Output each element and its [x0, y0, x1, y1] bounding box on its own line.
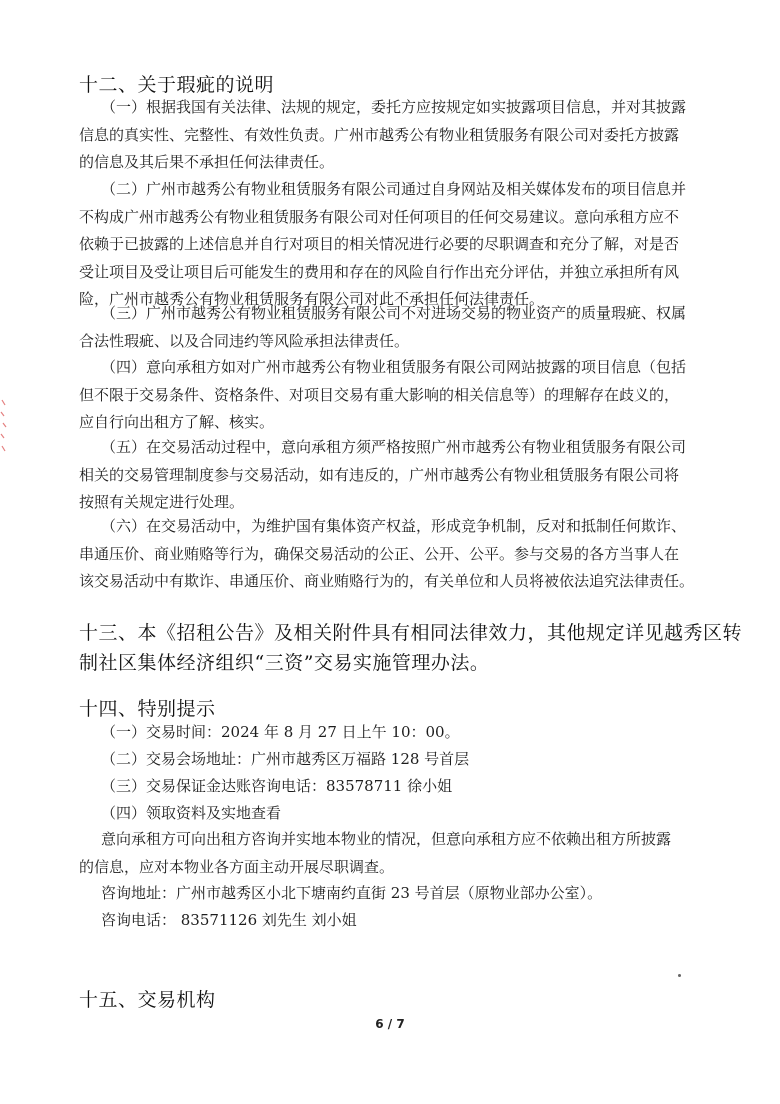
text-line: 相关的交易管理制度参与交易活动，如有违反的，广州市越秀公有物业租赁服务有限公司将	[79, 465, 680, 484]
text-line: （二）广州市越秀公有物业租赁服务有限公司通过自身网站及相关媒体发布的项目信息并	[101, 180, 687, 198]
section-13-line-1: 十三、本《招租公告》及相关附件具有相同法律效力，其他规定详见越秀区转	[79, 622, 743, 644]
page-number: 6 / 7	[375, 1017, 405, 1031]
text-line: （四）意向承租方如对广州市越秀公有物业租赁服务有限公司网站披露的项目信息（包括	[101, 358, 687, 376]
notice-item-1: （一）交易时间：2024 年 8 月 27 日上午 10：00。	[101, 723, 460, 741]
text-line: 受让项目及受让项目后可能发生的费用和存在的风险自行作出充分评估，并独立承担所有风	[79, 262, 680, 281]
text-line: 但不限于交易条件、资格条件、对项目交易有重大影响的相关信息等）的理解存在歧义的，	[79, 385, 680, 404]
section-12-para-5	[79, 434, 709, 517]
notice-item-4: （四）领取资料及实地查看	[101, 804, 282, 822]
section-12-para-3	[79, 300, 709, 355]
text-line: 不构成广州市越秀公有物业租赁服务有限公司对任何项目的任何交易建议。意向承租方应不	[79, 207, 680, 226]
section-12-para-2	[79, 176, 709, 314]
scan-speck	[678, 974, 681, 977]
text-line: 合法性瑕疵、以及合同违约等风险承担法律责任。	[79, 331, 410, 350]
notice-item-3: （三）交易保证金达账咨询电话：83578711 徐小姐	[101, 777, 453, 795]
section-14-heading: 十四、特别提示	[79, 698, 216, 720]
text-line: 意向承租方可向出租方咨询并实地本物业的情况，但意向承租方应不依赖出租方所披露	[101, 830, 672, 848]
text-line: 的信息及其后果不承担任何法律责任。	[79, 153, 335, 171]
text-line: （六）在交易活动中，为维护国有集体资产权益，形成竞争机制，反对和抵制任何欺诈、	[101, 517, 687, 535]
inquiry-phone: 咨询电话： 83571126 刘先生 刘小姐	[101, 911, 357, 929]
section-12-heading: 十二、关于瑕疵的说明	[79, 74, 275, 96]
text-line: 应自行向出租方了解、核实。	[79, 413, 275, 431]
inquiry-address: 咨询地址：广州市越秀区小北下塘南约直街 23 号首层（原物业部办公室）。	[101, 884, 603, 902]
text-line: （一）根据我国有关法律、法规的规定，委托方应按规定如实披露项目信息，并对其披露	[101, 98, 687, 116]
text-line: 险，广州市越秀公有物业租赁服务有限公司对此不承担任何法律责任。	[79, 290, 545, 308]
section-12-para-1	[79, 94, 709, 177]
text-line: 该交易活动中有欺诈、串通压价、商业贿赂行为的，有关单位和人员将被依法追究法律责任。	[79, 572, 695, 590]
section-14-para	[79, 826, 709, 881]
notice-item-2: （二）交易会场地址：广州市越秀区万福路 128 号首层	[101, 750, 470, 768]
section-12-para-6	[79, 513, 709, 596]
seal-edge-mark	[0, 396, 8, 456]
text-line: 依赖于已披露的上述信息并自行对项目的相关情况进行必要的尽职调查和充分了解，对是否	[79, 235, 680, 253]
text-line: （五）在交易活动过程中，意向承租方须严格按照广州市越秀公有物业租赁服务有限公司	[101, 438, 687, 456]
text-line: 信息的真实性、完整性、有效性负责。广州市越秀公有物业租赁服务有限公司对委托方披露	[79, 125, 680, 144]
section-15-heading: 十五、交易机构	[79, 989, 216, 1011]
text-line: 按照有关规定进行处理。	[79, 493, 245, 511]
text-line: （三）广州市越秀公有物业租赁服务有限公司不对进场交易的物业资产的质量瑕疵、权属	[101, 304, 687, 322]
section-13-line-2: 制社区集体经济组织“三资”交易实施管理办法。	[79, 652, 490, 674]
text-line: 的信息，应对本物业各方面主动开展尽职调查。	[79, 857, 395, 876]
text-line: 串通压价、商业贿赂等行为，确保交易活动的公正、公开、公平。参与交易的各方当事人在	[79, 544, 680, 563]
section-12-para-4	[79, 354, 709, 437]
